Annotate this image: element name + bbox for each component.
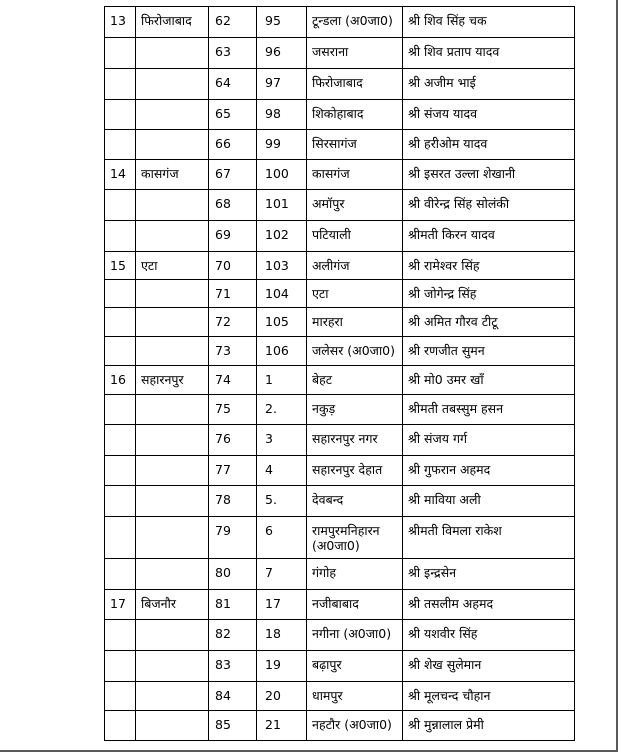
- candidate-name-cell: श्री गुफरान अहमद: [403, 456, 575, 486]
- table-row: [105, 69, 575, 100]
- constituency-name-cell: देवबन्द: [307, 486, 403, 517]
- constituency-number-cell: 102: [257, 221, 307, 252]
- candidate-name-cell: श्री तसलीम अहमद: [403, 590, 575, 620]
- district-number-cell: [105, 308, 136, 337]
- constituency-name-cell: नजीबाबाद: [307, 590, 403, 620]
- table-row: [105, 252, 575, 280]
- constituency-number-cell: 19: [257, 651, 307, 682]
- district-name-cell: [136, 651, 209, 682]
- district-name-cell: [136, 711, 209, 741]
- constituency-name-cell: अलीगंज: [307, 252, 403, 280]
- constituency-number-cell: 20: [257, 682, 307, 711]
- serial-number-cell: 80: [209, 559, 257, 590]
- district-name-cell: एटा: [136, 252, 209, 280]
- serial-number-cell: 72: [209, 308, 257, 337]
- candidate-name-cell: श्री अमित गौरव टीटू: [403, 308, 575, 337]
- district-name-cell: [136, 69, 209, 100]
- district-name-cell: [136, 190, 209, 221]
- candidate-name-cell: श्री जोगेन्द्र सिंह: [403, 280, 575, 308]
- constituency-name-cell: नगीना (अ0जा0): [307, 620, 403, 651]
- constituency-number-cell: 1: [257, 366, 307, 395]
- district-name-cell: [136, 456, 209, 486]
- district-name-cell: बिजनौर: [136, 590, 209, 620]
- constituency-number-cell: 103: [257, 252, 307, 280]
- candidate-name-cell: श्रीमती विमला राकेश: [403, 517, 575, 559]
- table-row: [105, 425, 575, 456]
- table-row: [105, 620, 575, 651]
- district-number-cell: [105, 100, 136, 130]
- candidate-name-cell: श्री यशवीर सिंह: [403, 620, 575, 651]
- district-number-cell: [105, 395, 136, 425]
- serial-number-cell: 78: [209, 486, 257, 517]
- constituency-number-cell: 99: [257, 130, 307, 160]
- district-name-cell: [136, 425, 209, 456]
- constituency-name-cell: मारहरा: [307, 308, 403, 337]
- constituency-number-cell: 7: [257, 559, 307, 590]
- table-row: [105, 395, 575, 425]
- district-name-cell: [136, 280, 209, 308]
- constituency-name-cell: सहारनपुर नगर: [307, 425, 403, 456]
- candidate-name-cell: श्री मूलचन्द चौहान: [403, 682, 575, 711]
- district-number-cell: [105, 456, 136, 486]
- table-row: [105, 517, 575, 559]
- constituency-number-cell: 106: [257, 337, 307, 366]
- serial-number-cell: 69: [209, 221, 257, 252]
- constituency-name-cell: टून्डला (अ0जा0): [307, 7, 403, 38]
- constituency-name-cell: जसराना: [307, 38, 403, 69]
- serial-number-cell: 70: [209, 252, 257, 280]
- serial-number-cell: 66: [209, 130, 257, 160]
- table-row: [105, 366, 575, 395]
- district-name-cell: [136, 130, 209, 160]
- constituency-number-cell: 5.: [257, 486, 307, 517]
- serial-number-cell: 77: [209, 456, 257, 486]
- table-row: [105, 308, 575, 337]
- district-number-cell: 16: [105, 366, 136, 395]
- table-row: [105, 590, 575, 620]
- constituency-name-cell: गंगोह: [307, 559, 403, 590]
- constituency-number-cell: 21: [257, 711, 307, 741]
- district-name-cell: [136, 38, 209, 69]
- serial-number-cell: 82: [209, 620, 257, 651]
- candidate-name-cell: श्री हरीओम यादव: [403, 130, 575, 160]
- constituency-number-cell: 96: [257, 38, 307, 69]
- candidate-name-cell: श्री रामेश्वर सिंह: [403, 252, 575, 280]
- serial-number-cell: 84: [209, 682, 257, 711]
- constituency-name-cell: नहटौर (अ0जा0): [307, 711, 403, 741]
- serial-number-cell: 71: [209, 280, 257, 308]
- constituency-name-cell: धामपुर: [307, 682, 403, 711]
- district-number-cell: [105, 559, 136, 590]
- district-name-cell: [136, 337, 209, 366]
- candidate-table-body: [105, 7, 575, 741]
- district-number-cell: [105, 221, 136, 252]
- constituency-number-cell: 4: [257, 456, 307, 486]
- candidate-name-cell: श्री इन्द्रसेन: [403, 559, 575, 590]
- serial-number-cell: 65: [209, 100, 257, 130]
- serial-number-cell: 62: [209, 7, 257, 38]
- serial-number-cell: 79: [209, 517, 257, 559]
- table-row: [105, 38, 575, 69]
- serial-number-cell: 74: [209, 366, 257, 395]
- district-name-cell: [136, 517, 209, 559]
- candidate-name-cell: श्री अजीम भाई: [403, 69, 575, 100]
- constituency-name-cell: अमॉपुर: [307, 190, 403, 221]
- candidate-name-cell: श्री माविया अली: [403, 486, 575, 517]
- constituency-name-cell: जलेसर (अ0जा0): [307, 337, 403, 366]
- serial-number-cell: 64: [209, 69, 257, 100]
- constituency-name-cell: नकुड़: [307, 395, 403, 425]
- candidate-name-cell: श्री शिव सिंह चक: [403, 7, 575, 38]
- district-name-cell: [136, 308, 209, 337]
- candidate-name-cell: श्रीमती किरन यादव: [403, 221, 575, 252]
- serial-number-cell: 81: [209, 590, 257, 620]
- constituency-name-cell: बेहट: [307, 366, 403, 395]
- district-number-cell: [105, 69, 136, 100]
- constituency-number-cell: 98: [257, 100, 307, 130]
- serial-number-cell: 83: [209, 651, 257, 682]
- constituency-number-cell: 17: [257, 590, 307, 620]
- district-name-cell: [136, 100, 209, 130]
- district-name-cell: [136, 559, 209, 590]
- district-number-cell: [105, 651, 136, 682]
- constituency-number-cell: 3: [257, 425, 307, 456]
- serial-number-cell: 68: [209, 190, 257, 221]
- candidate-name-cell: श्री रणजीत सुमन: [403, 337, 575, 366]
- candidate-name-cell: श्री मो0 उमर खॉं: [403, 366, 575, 395]
- district-name-cell: फिरोजाबाद: [136, 7, 209, 38]
- serial-number-cell: 63: [209, 38, 257, 69]
- table-row: [105, 682, 575, 711]
- district-number-cell: [105, 517, 136, 559]
- constituency-name-cell: सहारनपुर देहात: [307, 456, 403, 486]
- table-row: [105, 711, 575, 741]
- candidate-name-cell: श्री संजय गर्ग: [403, 425, 575, 456]
- candidate-name-cell: श्री शिव प्रताप यादव: [403, 38, 575, 69]
- district-number-cell: [105, 711, 136, 741]
- table-row: [105, 7, 575, 38]
- constituency-number-cell: 95: [257, 7, 307, 38]
- district-number-cell: 15: [105, 252, 136, 280]
- district-number-cell: [105, 620, 136, 651]
- table-row: [105, 280, 575, 308]
- candidate-name-cell: श्री वीरेन्द्र सिंह सोलंकी: [403, 190, 575, 221]
- serial-number-cell: 76: [209, 425, 257, 456]
- district-name-cell: [136, 486, 209, 517]
- table-row: [105, 190, 575, 221]
- district-number-cell: [105, 682, 136, 711]
- district-number-cell: [105, 38, 136, 69]
- district-number-cell: [105, 190, 136, 221]
- table-row: [105, 130, 575, 160]
- table-row: [105, 486, 575, 517]
- district-name-cell: [136, 682, 209, 711]
- table-row: [105, 221, 575, 252]
- district-number-cell: [105, 425, 136, 456]
- candidate-name-cell: श्री संजय यादव: [403, 100, 575, 130]
- serial-number-cell: 73: [209, 337, 257, 366]
- table-row: [105, 337, 575, 366]
- district-name-cell: सहारनपुर: [136, 366, 209, 395]
- constituency-name-cell: पटियाली: [307, 221, 403, 252]
- constituency-name-cell: सिरसागंज: [307, 130, 403, 160]
- constituency-number-cell: 2.: [257, 395, 307, 425]
- constituency-name-cell: शिकोहाबाद: [307, 100, 403, 130]
- district-number-cell: [105, 130, 136, 160]
- candidate-name-cell: श्री इसरत उल्ला शेखानी: [403, 160, 575, 190]
- table-row: [105, 651, 575, 682]
- district-number-cell: 14: [105, 160, 136, 190]
- serial-number-cell: 75: [209, 395, 257, 425]
- constituency-number-cell: 100: [257, 160, 307, 190]
- table-row: [105, 160, 575, 190]
- table-row: [105, 100, 575, 130]
- constituency-name-cell: रामपुरमनिहारन (अ0जा0): [307, 517, 403, 559]
- table-row: [105, 456, 575, 486]
- constituency-name-cell: कासगंज: [307, 160, 403, 190]
- district-name-cell: [136, 221, 209, 252]
- district-number-cell: [105, 337, 136, 366]
- district-name-cell: [136, 395, 209, 425]
- district-number-cell: 17: [105, 590, 136, 620]
- constituency-name-cell: बढ़ापुर: [307, 651, 403, 682]
- district-number-cell: [105, 280, 136, 308]
- constituency-number-cell: 97: [257, 69, 307, 100]
- serial-number-cell: 85: [209, 711, 257, 741]
- candidate-name-cell: श्रीमती तबस्सुम हसन: [403, 395, 575, 425]
- district-name-cell: [136, 620, 209, 651]
- district-number-cell: 13: [105, 7, 136, 38]
- serial-number-cell: 67: [209, 160, 257, 190]
- constituency-number-cell: 104: [257, 280, 307, 308]
- table-row: [105, 559, 575, 590]
- constituency-name-cell: एटा: [307, 280, 403, 308]
- constituency-name-cell: फिरोजाबाद: [307, 69, 403, 100]
- constituency-number-cell: 105: [257, 308, 307, 337]
- constituency-number-cell: 18: [257, 620, 307, 651]
- candidate-name-cell: श्री शेख सुलेमान: [403, 651, 575, 682]
- constituency-number-cell: 6: [257, 517, 307, 559]
- candidate-name-cell: श्री मुन्नालाल प्रेमी: [403, 711, 575, 741]
- district-number-cell: [105, 486, 136, 517]
- district-name-cell: कासगंज: [136, 160, 209, 190]
- candidate-table: [104, 6, 575, 741]
- constituency-number-cell: 101: [257, 190, 307, 221]
